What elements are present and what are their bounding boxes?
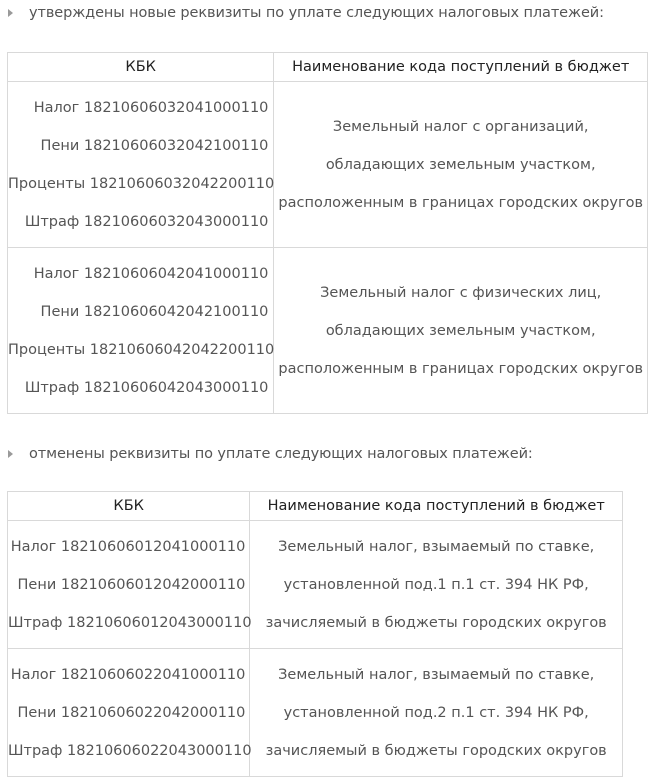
description-line: установленной под.1 п.1 ст. 394 НК РФ,	[283, 576, 589, 593]
table-row	[8, 82, 648, 248]
kbk-code: Налог 18210606032041000110	[33, 99, 269, 116]
kbk-code: Налог 18210606022041000110	[10, 666, 246, 683]
header-kbk: КБК	[8, 492, 250, 521]
description-line: Земельный налог, взымаемый по ставке,	[278, 538, 595, 555]
kbk-code: Пени 18210606042042100110	[40, 303, 269, 320]
table-row	[8, 248, 648, 414]
cancelled-text: отменены реквизиты по уплате следующих налоговых платежей:	[29, 446, 533, 462]
cancelled-table	[7, 491, 623, 777]
table-header-row	[8, 492, 623, 521]
table-row	[8, 521, 623, 649]
description-line: установленной под.2 п.1 ст. 394 НК РФ,	[283, 704, 589, 721]
description-line: зачисляемый в бюджеты городских округов	[265, 614, 607, 631]
table-row	[8, 649, 623, 777]
description-line: расположенным в границах городских округов	[278, 360, 643, 377]
description-cell	[250, 649, 623, 777]
description-cell	[250, 521, 623, 649]
kbk-code: Проценты 18210606042042200110	[8, 341, 275, 358]
kbk-code: Проценты 18210606032042200110	[8, 175, 275, 192]
kbk-cell	[8, 521, 250, 649]
kbk-code: Штраф 18210606032043000110	[24, 213, 269, 230]
description-line: обладающих земельным участком,	[325, 322, 596, 339]
kbk-code: Налог 18210606042041000110	[33, 265, 269, 282]
description-line: Земельный налог, взымаемый по ставке,	[278, 666, 595, 683]
kbk-cell	[8, 248, 274, 414]
approved-text: утверждены новые реквизиты по уплате следующих налоговых платежей:	[29, 5, 604, 21]
bullet-arrow-icon	[8, 450, 13, 458]
kbk-code: Налог 18210606012041000110	[10, 538, 246, 555]
kbk-code: Пени 18210606032042100110	[40, 137, 269, 154]
description-cell	[274, 248, 648, 414]
kbk-code: Штраф 18210606022043000110	[8, 742, 252, 759]
table-header-row	[8, 53, 648, 82]
header-kbk: КБК	[8, 53, 274, 82]
approved-bullet	[8, 5, 604, 21]
kbk-code: Пени 18210606012042000110	[17, 576, 246, 593]
header-name: Наименование кода поступлений в бюджет	[274, 53, 648, 82]
description-cell	[274, 82, 648, 248]
description-line: Земельный налог с организаций,	[332, 118, 589, 135]
description-line: Земельный налог с физических лиц,	[320, 284, 602, 301]
cancelled-bullet	[8, 446, 533, 462]
kbk-cell	[8, 649, 250, 777]
approved-table	[7, 52, 648, 414]
description-line: расположенным в границах городских округов	[278, 194, 643, 211]
kbk-code: Штраф 18210606012043000110	[8, 614, 252, 631]
description-line: зачисляемый в бюджеты городских округов	[265, 742, 607, 759]
kbk-code: Штраф 18210606042043000110	[24, 379, 269, 396]
header-name: Наименование кода поступлений в бюджет	[250, 492, 623, 521]
kbk-code: Пени 18210606022042000110	[17, 704, 246, 721]
bullet-arrow-icon	[8, 9, 13, 17]
description-line: обладающих земельным участком,	[325, 156, 596, 173]
kbk-cell	[8, 82, 274, 248]
